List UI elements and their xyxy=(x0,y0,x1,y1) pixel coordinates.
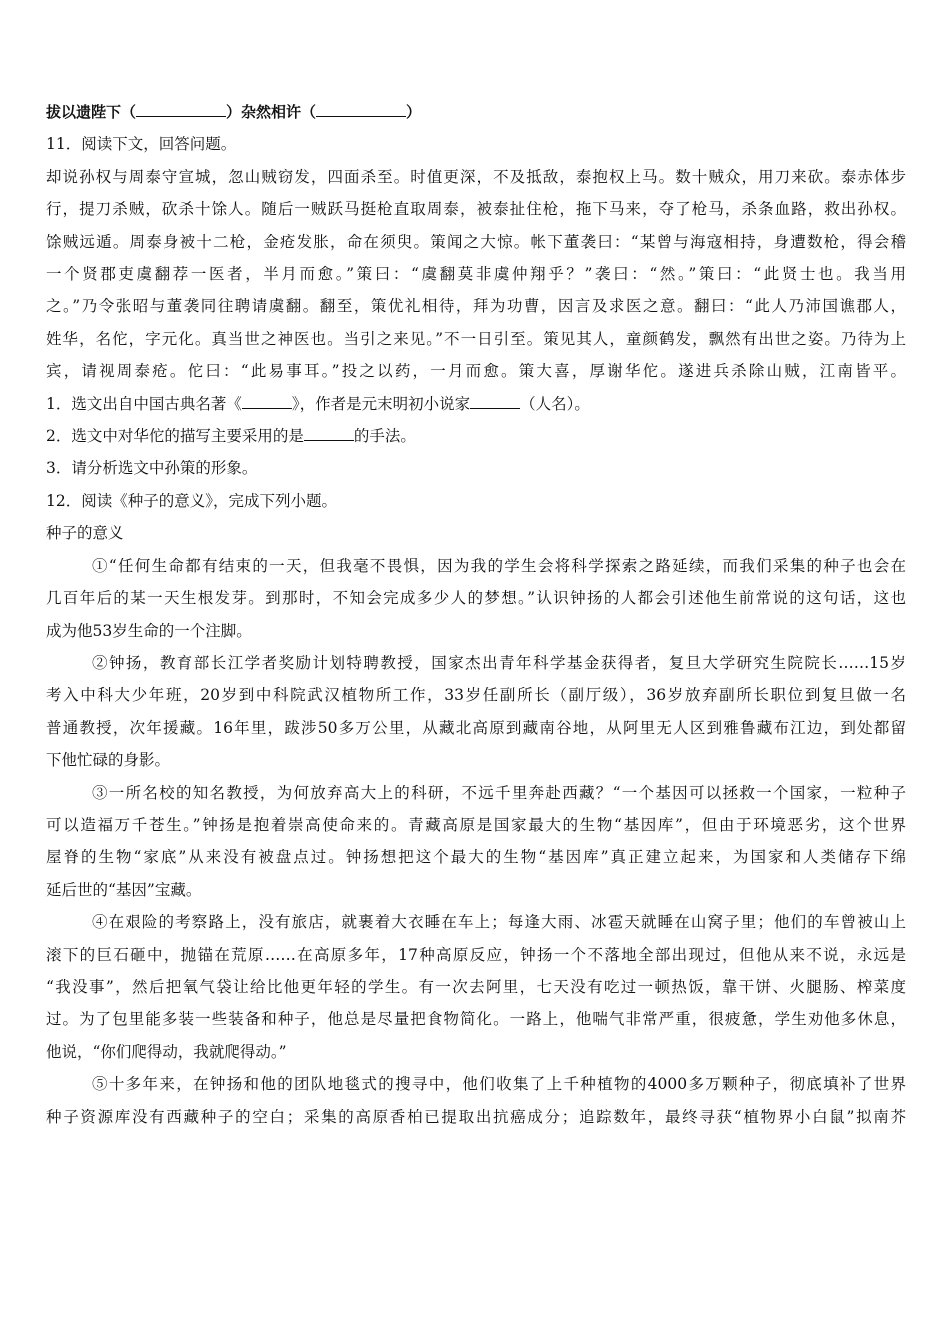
paragraph-line: ①“任何生命都有结束的一天，但我毫不畏惧，因为我的学生会将科学探索之路延续，而我们采集的种子也会在 xyxy=(92,556,906,575)
passage-line: 行，提刀杀贼，砍杀十馀人。随后一贼跃马挺枪直取周泰，被泰扯住枪，拖下马来，夺了枪马，杀条血路，救出孙权。 xyxy=(46,200,906,219)
paragraph-line: 成为他53岁生命的一个注脚。 xyxy=(46,621,252,640)
q11-sub3: 3．请分析选文中孙策的形象。 xyxy=(46,459,258,478)
vocab-item-b-close: ） xyxy=(406,103,422,121)
q11-passage xyxy=(46,161,906,388)
passage-line: 宾，请视周泰疮。佗曰：“此易事耳。”投之以药，一月而愈。策大喜，厚谢华佗。遂进兵杀除山贼，江南皆平。 xyxy=(46,362,906,381)
passage-line: 一个贤郡吏虞翻荐一医者，半月而愈。”策曰：“虞翻莫非虞仲翔乎？”袭曰：“然。”策曰：“此贤士也。我当用 xyxy=(46,265,906,284)
paragraph-line: “我没事”，然后把氧气袋让给比他更年轻的学生。有一次去阿里，七天没有吃过一顿热饭，靠干饼、火腿肠、榨菜度 xyxy=(46,977,906,996)
paragraph-line: ③一所名校的知名教授，为何放弃高大上的科研，不远千里奔赴西藏？“一个基因可以拯救一个国家，一粒种子 xyxy=(92,783,906,802)
paragraph-line: 种子资源库没有西藏种子的空白；采集的高原香柏已提取出抗癌成分；追踪数年，最终寻获“植物界小白鼠”拟南芥 xyxy=(46,1107,906,1126)
passage-line: 却说孙权与周泰守宣城，忽山贼窃发，四面杀至。时值更深，不及抵敌，泰抱权上马。数十贼众，用刀来砍。泰赤体步 xyxy=(46,167,906,186)
vocab-item-a-label: 拔以遗陛下（ xyxy=(46,103,137,121)
document-page xyxy=(46,96,906,1133)
paragraph-line: ⑤十多年来，在钟扬和他的团队地毯式的搜寻中，他们收集了上千种植物的4000多万颗种子，彻底填补了世界 xyxy=(92,1075,906,1094)
paragraph-line: 几百年后的某一天生根发芽。到那时，不知会完成多少人的梦想。”认识钟扬的人都会引述他生前常说的这句话，这也 xyxy=(46,589,906,608)
paragraph-line: ④在艰险的考察路上，没有旅店，就裹着大衣睡在车上；每逢大雨、冰雹天就睡在山窝子里；他们的车曾被山上 xyxy=(92,913,906,932)
q11-sub2-text-b: 的手法。 xyxy=(353,427,416,446)
passage-line: 馀贼远遁。周泰身被十二枪，金疮发胀，命在须臾。策闻之大惊。帐下董袭曰：“某曾与海寇相持，身遭数枪，得会稽 xyxy=(46,232,906,251)
vocab-fill-line xyxy=(46,96,906,128)
q11-sub1-text-b: 》，作者是元末明初小说家 xyxy=(291,394,471,413)
article-paragraph-4 xyxy=(46,906,906,1068)
vocab-item-a-blank[interactable] xyxy=(136,102,226,117)
vocab-item-a-close: ） xyxy=(226,103,242,121)
paragraph-line: 延后世的“基因”宝藏。 xyxy=(46,880,202,899)
article-title: 种子的意义 xyxy=(46,524,124,543)
vocab-item-b-blank[interactable] xyxy=(316,102,406,117)
author-name-blank[interactable] xyxy=(470,394,520,409)
q11-heading: 11．阅读下文，回答问题。 xyxy=(46,135,237,154)
q11-sub1-text-c: （人名）。 xyxy=(520,394,590,413)
paragraph-line: 普通教授，次年援藏。16年里，跋涉50多万公里，从藏北高原到藏南谷地，从阿里无人区到雅鲁藏布江边，到处都留 xyxy=(46,718,906,737)
paragraph-line: ②钟扬，教育部长江学者奖励计划特聘教授，国家杰出青年科学基金获得者，复旦大学研究生院院长……15岁 xyxy=(92,653,906,672)
vocab-item-b-label: 杂然相许（ xyxy=(241,103,317,121)
q12-heading: 12．阅读《种子的意义》，完成下列小题。 xyxy=(46,491,337,510)
q11-sub1-text-a: 1．选文出自中国古典名著《 xyxy=(46,394,242,413)
q11-sub1 xyxy=(46,388,906,420)
q11-sub2-text-a: 2．选文中对华佗的描写主要采用的是 xyxy=(46,427,304,446)
paragraph-line: 过。为了包里能多装一些装备和种子，他总是尽量把食物简化。一路上，他喘气非常严重，很疲惫，学生劝他多休息， xyxy=(46,1010,906,1029)
q11-sub2 xyxy=(46,420,906,452)
paragraph-line: 屋脊的生物“家底”从来没有被盘点过。钟扬想把这个最大的生物“基因库”真正建立起来，为国家和人类储存下绵 xyxy=(46,848,906,867)
paragraph-line: 他说，“你们爬得动，我就爬得动。” xyxy=(46,1042,287,1061)
paragraph-line: 考入中科大少年班，20岁到中科院武汉植物所工作，33岁任副所长（副厅级），36岁放弃副所长职位到复旦做一名 xyxy=(46,686,906,705)
technique-blank[interactable] xyxy=(304,426,354,441)
paragraph-line: 滚下的巨石砸中，抛锚在荒原……在高原多年，17种高原反应，钟扬一个不落地全部出现过，但他从来不说，永远是 xyxy=(46,945,906,964)
article-paragraph-2 xyxy=(46,647,906,777)
passage-line: 姓华，名佗，字元化。真当世之神医也。当引之来见。”不一日引至。策见其人，童颜鹤发，飘然有出世之姿。乃待为上 xyxy=(46,329,906,348)
article-paragraph-3 xyxy=(46,777,906,907)
passage-line: 之。”乃令张昭与董袭同往聘请虞翻。翻至，策优礼相待，拜为功曹，因言及求医之意。翻曰：“此人乃沛国谯郡人， xyxy=(46,297,906,316)
paragraph-line: 可以造福万千苍生。”钟扬是抱着崇高使命来的。青藏高原是国家最大的生物“基因库”，但由于环境恶劣，这个世界 xyxy=(46,815,906,834)
paragraph-line: 下他忙碌的身影。 xyxy=(46,751,171,770)
article-paragraph-1 xyxy=(46,550,906,647)
book-title-blank[interactable] xyxy=(242,394,292,409)
article-paragraph-5 xyxy=(46,1068,906,1133)
